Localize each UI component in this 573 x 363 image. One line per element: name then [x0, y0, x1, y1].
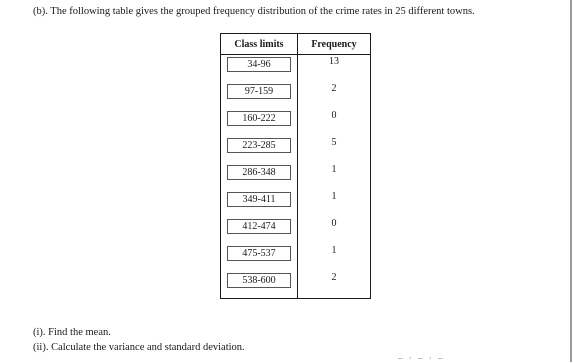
header-class-limits: Class limits — [221, 34, 298, 55]
table-row — [221, 271, 371, 299]
frequency-table — [220, 33, 371, 299]
frequency-cell: 0 — [298, 109, 371, 136]
class-limit-cell: 412-474 — [227, 219, 291, 234]
table-row — [221, 244, 371, 271]
cut-off-glyph: – — [418, 353, 425, 363]
cut-off-glyph: · — [428, 353, 434, 363]
cut-off-glyph: – — [398, 353, 405, 363]
table-row — [221, 109, 371, 136]
part-ii-text: (ii). Calculate the variance and standard deviation. — [33, 342, 245, 353]
table-row — [221, 190, 371, 217]
class-limit-cell: 97-159 — [227, 84, 291, 99]
header-frequency: Frequency — [298, 34, 371, 55]
table-row — [221, 55, 371, 83]
table-row — [221, 163, 371, 190]
frequency-cell: 2 — [298, 82, 371, 109]
part-i-text: (i). Find the mean. — [33, 327, 111, 338]
class-limit-cell: 223-285 — [227, 138, 291, 153]
table-row — [221, 82, 371, 109]
cut-off-glyph: – — [438, 353, 445, 363]
question-text: (b). The following table gives the grouped frequency distribution of the crime rates in 25 different towns. — [33, 6, 475, 17]
frequency-cell: 1 — [298, 244, 371, 271]
frequency-cell: 0 — [298, 217, 371, 244]
class-limit-cell: 349-411 — [227, 192, 291, 207]
class-limit-cell: 286-348 — [227, 165, 291, 180]
table-row — [221, 217, 371, 244]
frequency-cell: 5 — [298, 136, 371, 163]
cut-off-glyph: · — [408, 353, 414, 363]
class-limit-cell: 34-96 — [227, 57, 291, 72]
frequency-cell: 1 — [298, 163, 371, 190]
frequency-cell: 2 — [298, 271, 371, 299]
table-header-row — [221, 34, 371, 55]
class-limit-cell: 538-600 — [227, 273, 291, 288]
class-limit-cell: 475-537 — [227, 246, 291, 261]
table-row — [221, 136, 371, 163]
frequency-cell: 1 — [298, 190, 371, 217]
frequency-cell: 13 — [298, 55, 371, 83]
class-limit-cell: 160-222 — [227, 111, 291, 126]
